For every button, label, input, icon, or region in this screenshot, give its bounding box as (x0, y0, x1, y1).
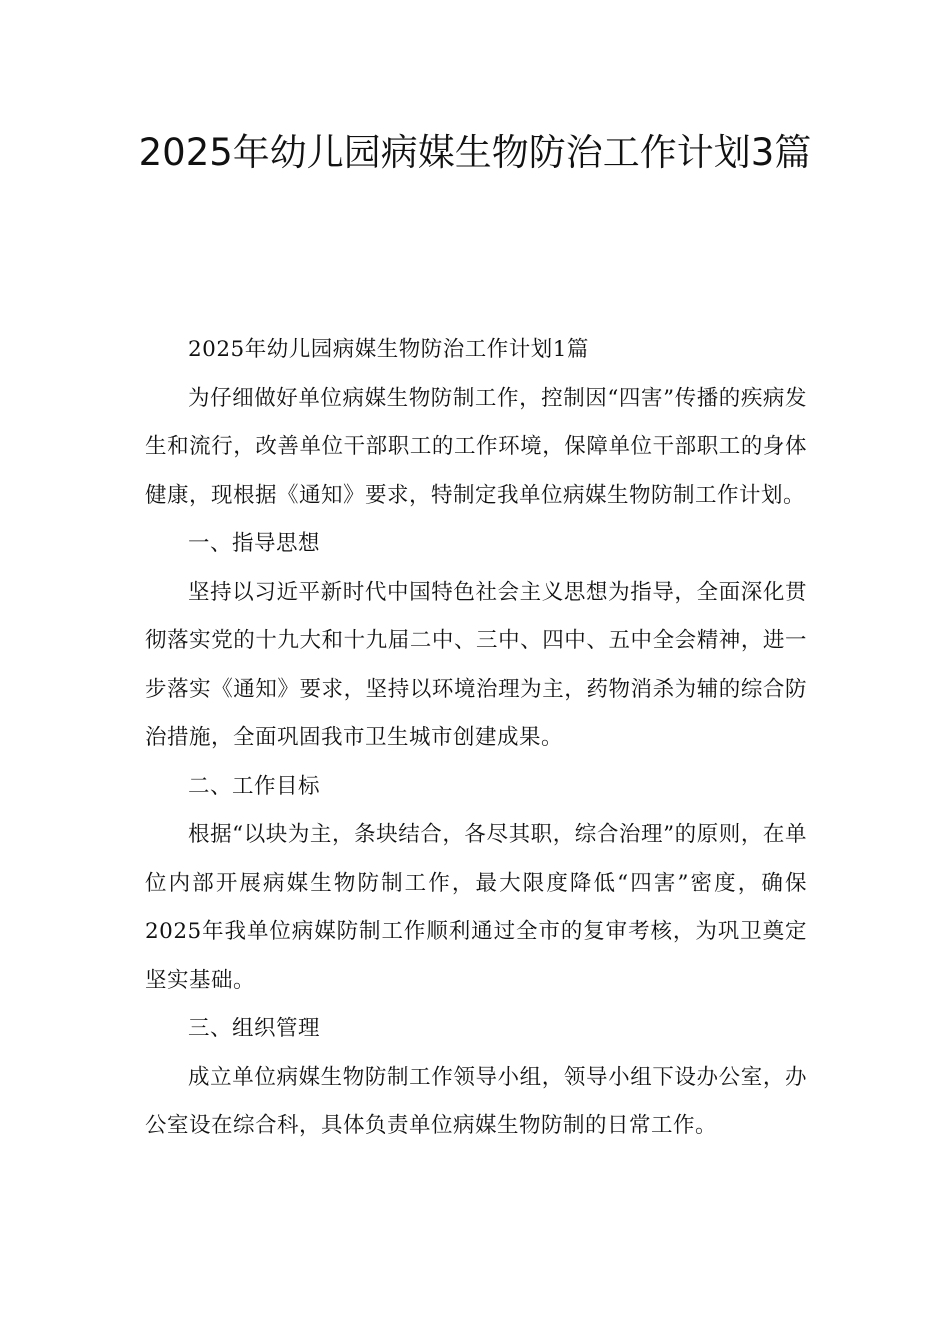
section-heading-organization: 三、组织管理 (188, 1016, 321, 1041)
work-goals-paragraph: 根据“以块为主，条块结合，各尽其职，综合治理”的原则，在单位内部开展病媒生物防制工作，最大限度降低“四害”密度，确保2025年我单位病媒防制工作顺利通过全市的复审考核，为巩卫奠定坚实基础。 (145, 822, 807, 993)
subtitle-paragraph: 2025年幼儿园病媒生物防治工作计划1篇 (188, 337, 589, 362)
guiding-ideology-paragraph: 坚持以习近平新时代中国特色社会主义思想为指导，全面深化贯彻落实党的十九大和十九届二中、三中、四中、五中全会精神，进一步落实《通知》要求，坚持以环境治理为主，药物消杀为辅的综合防治措施，全面巩固我市卫生城市创建成果。 (145, 579, 807, 750)
intro-paragraph: 为仔细做好单位病媒生物防制工作，控制因“四害”传播的疾病发生和流行，改善单位干部职工的工作环境，保障单位干部职工的身体健康，现根据《通知》要求，特制定我单位病媒生物防制工作计划。 (145, 385, 807, 508)
document-title: 2025年幼儿园病媒生物防治工作计划3篇 (138, 131, 812, 174)
organization-paragraph: 成立单位病媒生物防制工作领导小组，领导小组下设办公室，办公室设在综合科，具体负责单位病媒生物防制的日常工作。 (145, 1064, 807, 1138)
document-body (145, 326, 807, 1151)
section-heading-guiding-ideology: 一、指导思想 (188, 531, 321, 556)
section-heading-work-goals: 二、工作目标 (188, 773, 321, 799)
